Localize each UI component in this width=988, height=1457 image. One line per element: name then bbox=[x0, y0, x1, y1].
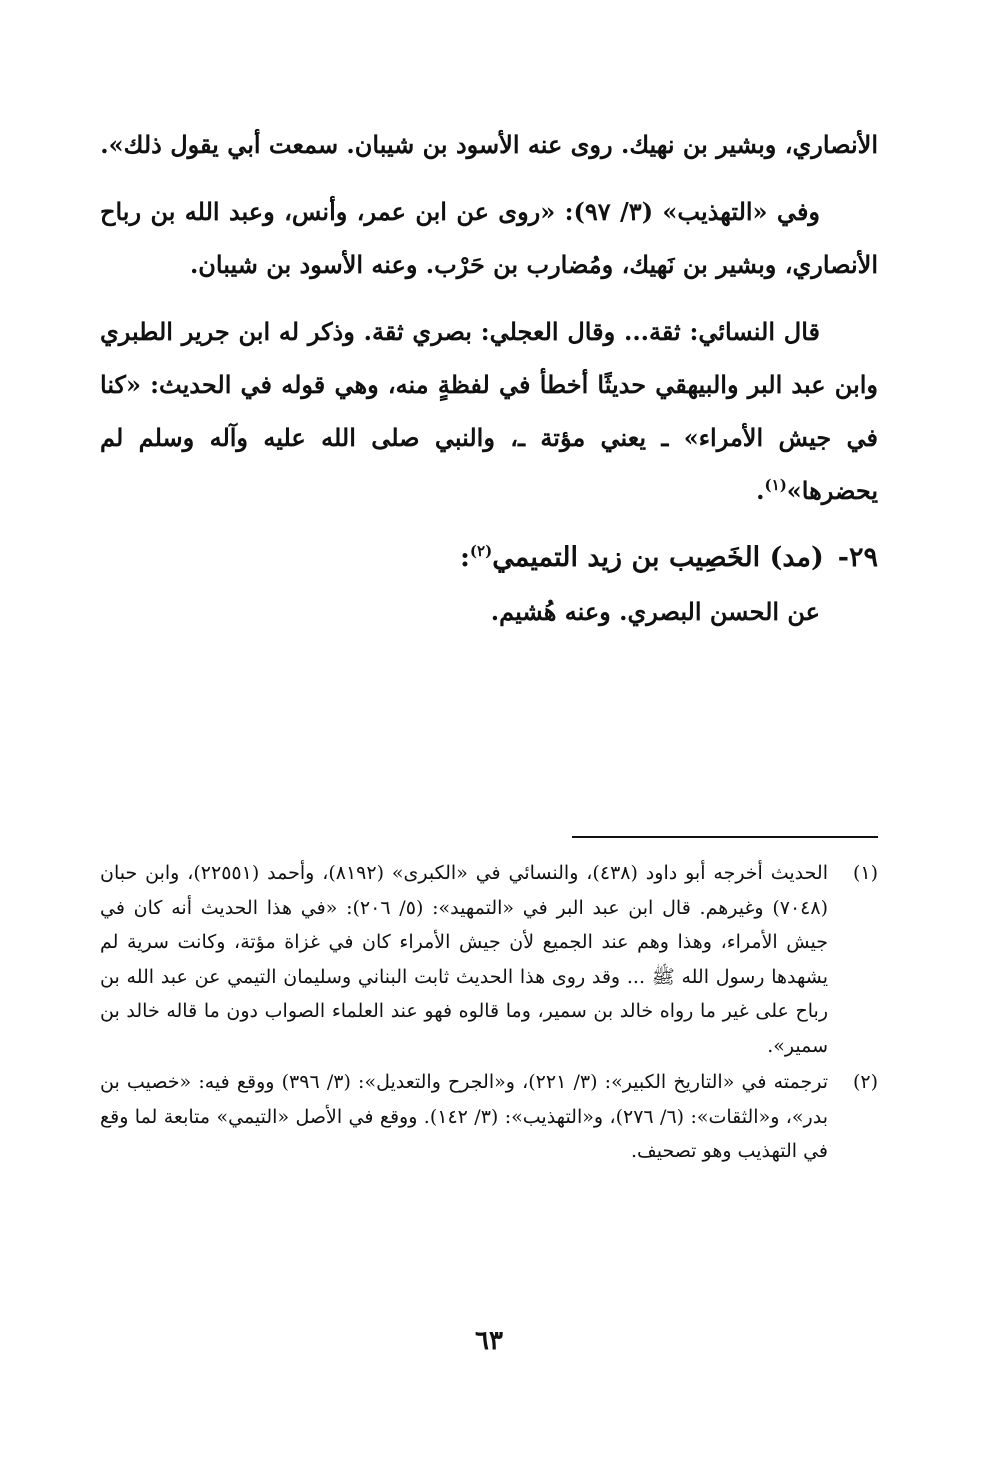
entry-colon: : bbox=[459, 542, 470, 573]
footnote-text: الحديث أخرجه أبو داود (٤٣٨)، والنسائي في «الكبرى» (٨١٩٢)، وأحمد (٢٢٥٥١)، وابن حبان (٧٠٤٨) وغيرهم. قال ابن عبد البر في «التمهيد»: (٥/ ٢٠٦): «في هذا الحديث أنه كان في جيش الأمراء، وهذا وهم عند الجميع لأن جيش الأمراء كان في غزاة مؤتة، وكانت سرية لم يشهدها رسول الله ﷺ ... وقد روى هذا الحديث ثابت البناني وسليمان التيمي عن عبد الله بن رباح على غير ما رواه خالد بن سمير، وما قالوه فهو عند العلماء الصواب دون ما قاله خالد بن سمير». bbox=[100, 862, 828, 1057]
body-paragraph: وفي «التهذيب» (٣/ ٩٧): «روى عن ابن عمر، وأنس، وعبد الله بن رباح الأنصاري، وبشير بن نَهيك، ومُضارب بن حَرْب. وعنه الأسود بن شيبان. bbox=[100, 197, 878, 279]
footnotes bbox=[100, 856, 878, 1171]
footnote-separator bbox=[572, 836, 878, 838]
body-paragraph: قال النسائي: ثقة... وقال العجلي: بصري ثقة. وذكر له ابن جرير الطبري وابن عبد البر والبيهقي حديثًا أخطأ في لفظةٍ منه، وهي قوله في الحديث: «كنا في جيش الأمراء» ـ يعني مؤتة ـ، والنبي صلى الله عليه وآله وسلم لم يحضرها»$^{(١)}$. bbox=[100, 317, 879, 505]
footnote bbox=[100, 1065, 878, 1169]
footnote-number: (١) bbox=[852, 862, 878, 884]
page-number: ٦٣ bbox=[475, 1326, 503, 1356]
footnote-reference: (١) bbox=[764, 476, 787, 494]
footnote bbox=[100, 856, 878, 1063]
entry-heading bbox=[100, 531, 878, 585]
entry-number: ٢٩- bbox=[837, 542, 878, 573]
footnote-reference: (٢) bbox=[469, 542, 493, 560]
entry-title: (مد) الخَصِيب بن زيد التميمي bbox=[492, 542, 824, 573]
paragraph-text: قال النسائي: ثقة... وقال العجلي: بصري ثقة. وذكر له ابن جرير الطبري وابن عبد البر والبيهقي حديثًا أخطأ في لفظةٍ منه، وهي قوله في الحديث: «كنا في جيش الأمراء» ـ يعني مؤتة ـ، والنبي صلى الله عليه وآله وسلم لم يحضرها» bbox=[100, 317, 879, 505]
body-paragraph: الأنصاري، وبشير بن نهيك. روى عنه الأسود بن شيبان. سمعت أبي يقول ذلك». bbox=[100, 130, 878, 159]
book-page bbox=[100, 118, 878, 1368]
footnote-number: (٢) bbox=[852, 1071, 878, 1093]
entry-body: عن الحسن البصري. وعنه هُشيم. bbox=[490, 597, 820, 626]
footnote-text: ترجمته في «التاريخ الكبير»: (٣/ ٢٢١)، و«الجرح والتعديل»: (٣/ ٣٩٦) ووقع فيه: «خصيب بن بدر»، و«الثقات»: (٦/ ٢٧٦)، و«التهذيب»: (٣/ ١٤٢). ووقع في الأصل «التيمي» متابعة لما وقع في التهذيب وهو تصحيف. bbox=[100, 1071, 828, 1162]
